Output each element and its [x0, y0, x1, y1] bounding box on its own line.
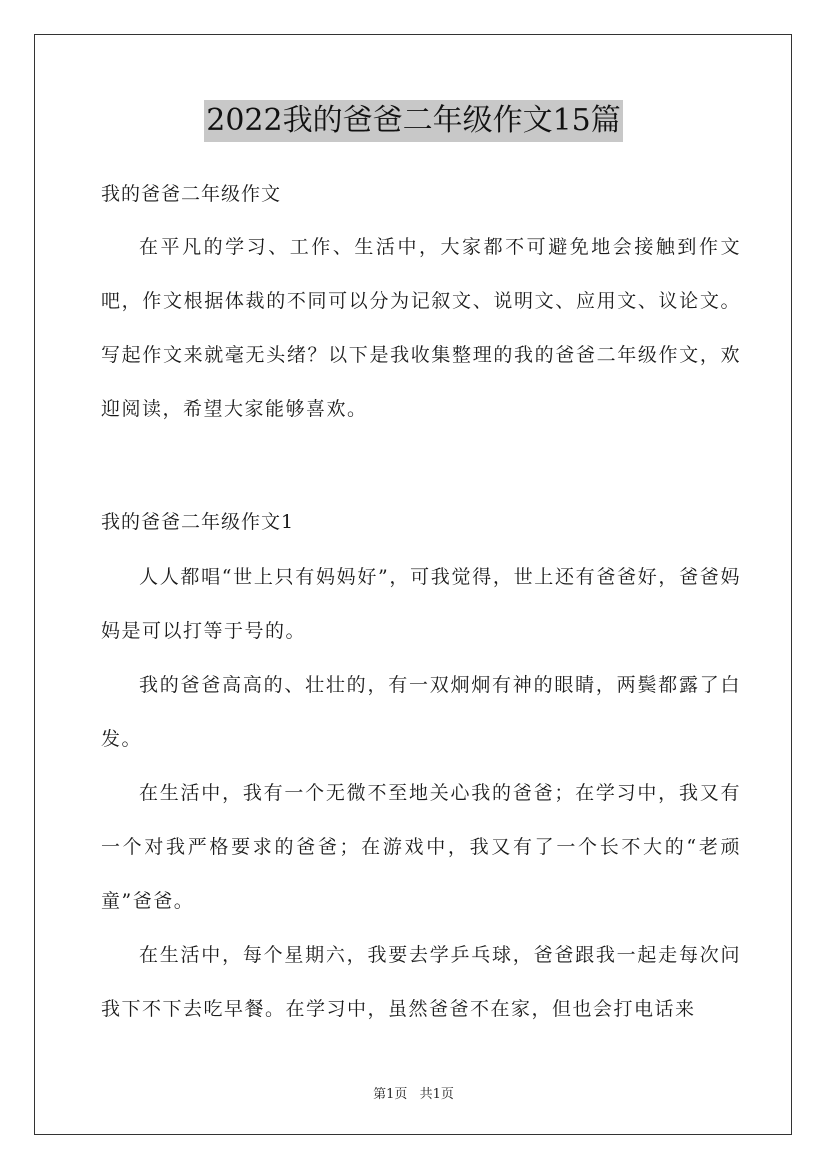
- page-total: 共1页: [419, 1087, 454, 1102]
- essay1-heading: 我的爸爸二年级作文1: [101, 511, 295, 533]
- title-container: [0, 100, 827, 142]
- section-spacer: [101, 436, 741, 500]
- essay1-paragraph-1: 人人都唱“世上只有妈妈好”，可我觉得，世上还有爸爸好，爸爸妈妈是可以打等于号的。: [101, 566, 741, 642]
- essay1-paragraph-3: 在生活中，我有一个无微不至地关心我的爸爸；在学习中，我又有一个对我严格要求的爸爸；在游戏中，我又有了一个长不大的“老顽童”爸爸。: [101, 782, 741, 912]
- page-number: 第1页: [373, 1087, 408, 1102]
- essay1-paragraph-4: 在生活中，每个星期六，我要去学乒乓球，爸爸跟我一起走每次问我下不下去吃早餐。在学习中，虽然爸爸不在家，但也会打电话来: [101, 944, 741, 1020]
- document-title: 2022我的爸爸二年级作文15篇: [204, 100, 623, 142]
- essay1-paragraph-2: 我的爸爸高高的、壮壮的，有一双炯炯有神的眼睛，两鬓都露了白发。: [101, 674, 741, 750]
- page-footer: [0, 1083, 827, 1102]
- intro-paragraph: 在平凡的学习、工作、生活中，大家都不可避免地会接触到作文吧，作文根据体裁的不同可以分为记叙文、说明文、应用文、议论文。写起作文来就毫无头绪？以下是我收集整理的我的爸爸二年级作文，欢迎阅读，希望大家能够喜欢。: [101, 236, 741, 420]
- intro-heading: 我的爸爸二年级作文: [101, 183, 282, 205]
- document-body: [101, 172, 741, 1036]
